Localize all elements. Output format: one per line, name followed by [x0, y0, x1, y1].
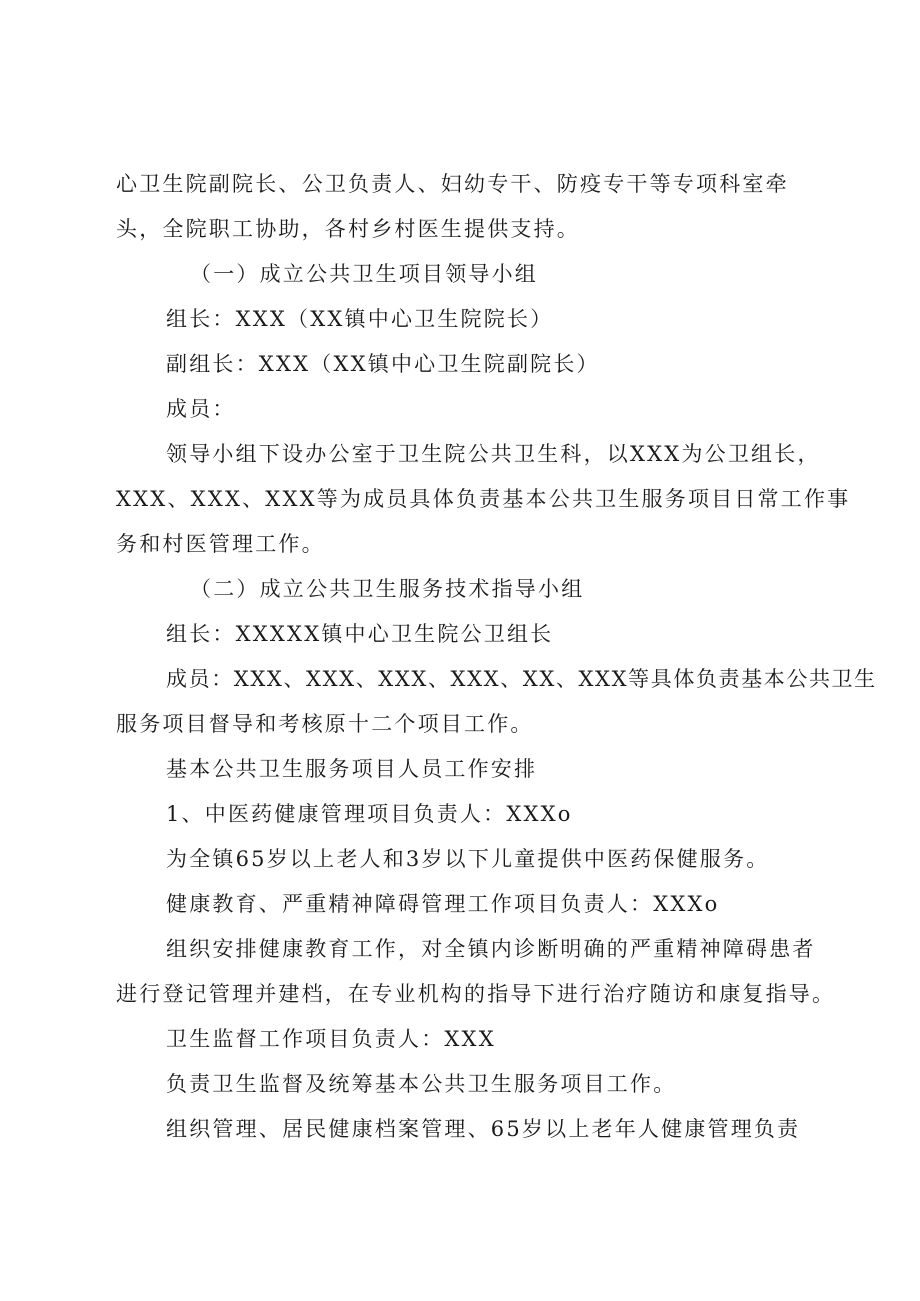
- paragraph-line: 组织安排健康教育工作，对全镇内诊断明确的严重精神障碍患者: [166, 937, 816, 961]
- section-heading: （二）成立公共卫生服务技术指导小组: [190, 577, 585, 601]
- paragraph-line: 健康教育、严重精神障碍管理工作项目负责人：XXXo: [166, 892, 720, 916]
- paragraph-line: 组长：XXX（XX镇中心卫生院院长）: [166, 307, 554, 331]
- paragraph-line: 负责卫生监督及统筹基本公共卫生服务项目工作。: [166, 1072, 677, 1096]
- paragraph-line: XXX、XXX、XXX等为成员具体负责基本公共卫生服务项目日常工作事: [116, 487, 851, 511]
- paragraph-line: 头，全院职工协助，各村乡村医生提供支持。: [116, 217, 580, 241]
- paragraph-line: 1、中医药健康管理项目负责人：XXXo: [166, 802, 573, 826]
- paragraph-line: 成员：: [166, 397, 236, 421]
- paragraph-line: 领导小组下设办公室于卫生院公共卫生科，以XXX为公卫组长，: [166, 442, 821, 466]
- paragraph-line: 基本公共卫生服务项目人员工作安排: [166, 757, 538, 781]
- paragraph-line: 服务项目督导和考核原十二个项目工作。: [116, 712, 534, 736]
- paragraph-line: 进行登记管理并建档，在专业机构的指导下进行治疗随访和康复指导。: [116, 982, 836, 1006]
- paragraph-line: 组织管理、居民健康档案管理、65岁以上老年人健康管理负责: [166, 1117, 801, 1141]
- paragraph-line: 务和村医管理工作。: [116, 532, 325, 556]
- paragraph-line: 成员：XXX、XXX、XXX、XXX、XX、XXX等具体负责基本公共卫生: [166, 667, 877, 691]
- paragraph-line: 心卫生院副院长、公卫负责人、妇幼专干、防疫专干等专项科室牵: [116, 172, 789, 196]
- paragraph-line: 组长：XXXXX镇中心卫生院公卫组长: [166, 622, 554, 646]
- paragraph-line: 副组长：XXX（XX镇中心卫生院副院长）: [166, 352, 600, 376]
- paragraph-line: 为全镇65岁以上老人和3岁以下儿童提供中医药保健服务。: [166, 847, 770, 871]
- section-heading: （一）成立公共卫生项目领导小组: [190, 262, 538, 286]
- paragraph-line: 卫生监督工作项目负责人：XXX: [166, 1027, 496, 1051]
